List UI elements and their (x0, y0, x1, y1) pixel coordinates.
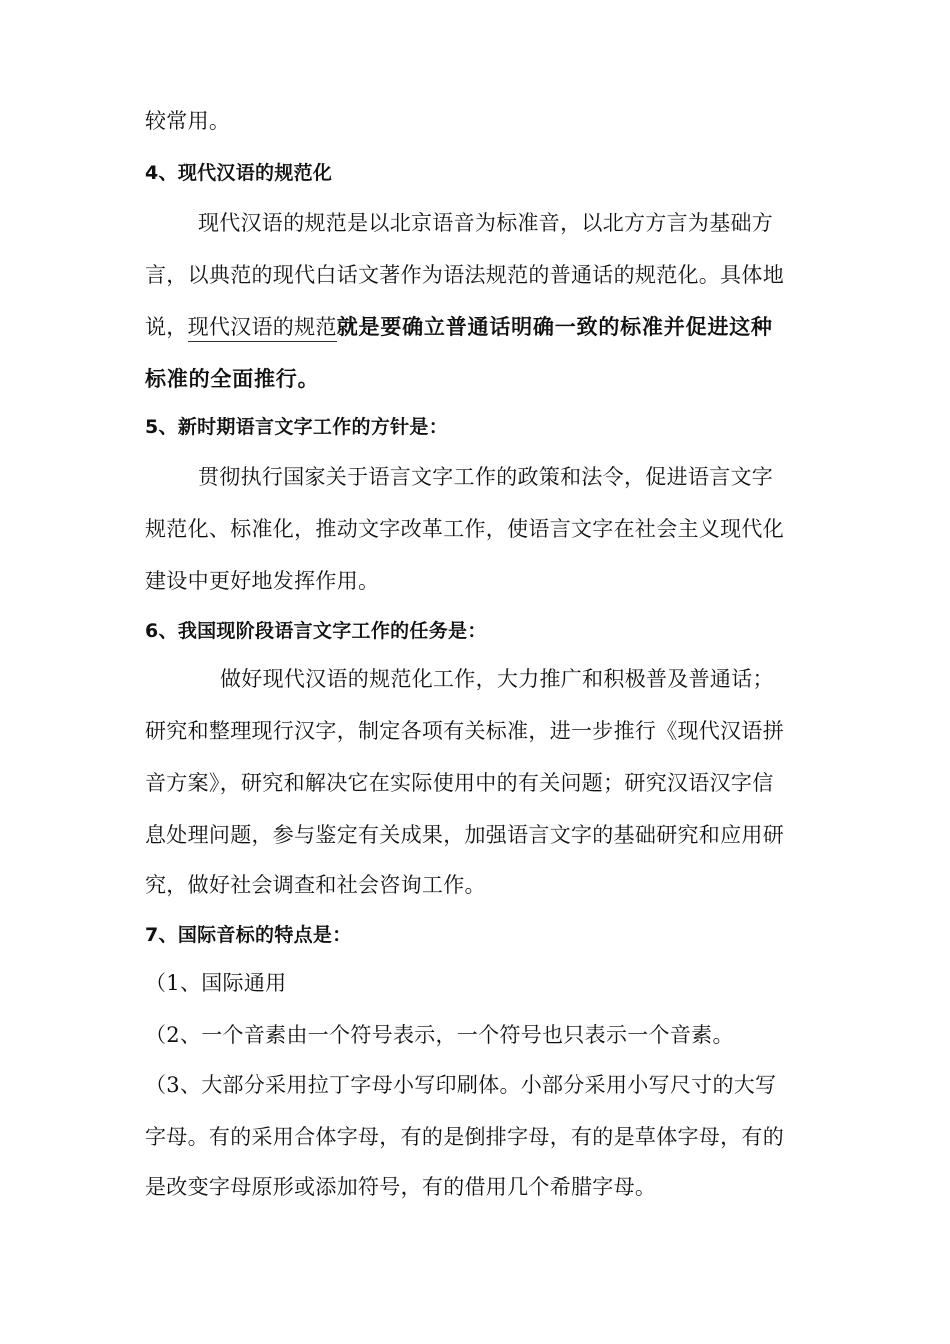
section5-heading: 5、新时期语言文字工作的方针是： (145, 416, 449, 438)
section4-line1: 现代汉语的规范是以北京语音为标准音，以北方方言为基础方 (198, 211, 774, 235)
section5-line3: 建设中更好地发挥作用。 (145, 569, 380, 593)
section7-item3-line3: 是改变字母原形或添加符号，有的借用几个希腊字母。 (145, 1175, 657, 1199)
section4-line3-prefix: 说， (145, 315, 188, 339)
section6-line5: 究，做好社会调查和社会咨询工作。 (145, 873, 486, 897)
section5-line1: 贯彻执行国家关于语言文字工作的政策和法令，促进语言文字 (198, 465, 774, 489)
section6-line3: 音方案》，研究和解决它在实际使用中的有关问题；研究汉语汉字信 (145, 771, 774, 795)
section6-line4: 息处理问题，参与鉴定有关成果，加强语言文字的基础研究和应用研 (145, 823, 784, 847)
section7-heading: 7、国际音标的特点是： (145, 924, 352, 946)
section6-line1: 做好现代汉语的规范化工作，大力推广和积极普及普通话； (220, 667, 774, 691)
section4-line3 (145, 312, 825, 342)
section4-line2: 言，以典范的现代白话文著作为语法规范的普通话的规范化。具体地 (145, 263, 784, 287)
section6-line2: 研究和整理现行汉字，制定各项有关标准，进一步推行《现代汉语拼 (145, 719, 784, 743)
section4-heading: 4、现代汉语的规范化 (145, 162, 333, 184)
section4-bold-definition: 就是要确立普通话明确一致的标准并促进这种 (336, 315, 773, 339)
section4-underlined-term: 现代汉语的规范 (188, 315, 337, 342)
section7-item2: （2、一个音素由一个符号表示，一个符号也只表示一个音素。 (145, 1023, 734, 1047)
section7-item3-line1: （3、大部分采用拉丁字母小写印刷体。小部分采用小写尺寸的大写 (145, 1073, 777, 1097)
section4-line4-bold: 标准的全面推行。 (145, 367, 320, 391)
section6-heading: 6、我国现阶段语言文字工作的任务是： (145, 620, 487, 642)
section5-line2: 规范化、标准化，推动文字改革工作，使语言文字在社会主义现代化 (145, 517, 784, 541)
section7-item1: （1、国际通用 (145, 971, 287, 995)
section7-item3-line2: 字母。有的采用合体字母，有的是倒排字母，有的是草体字母，有的 (145, 1125, 784, 1149)
intro-tail-text: 较常用。 (145, 109, 231, 133)
